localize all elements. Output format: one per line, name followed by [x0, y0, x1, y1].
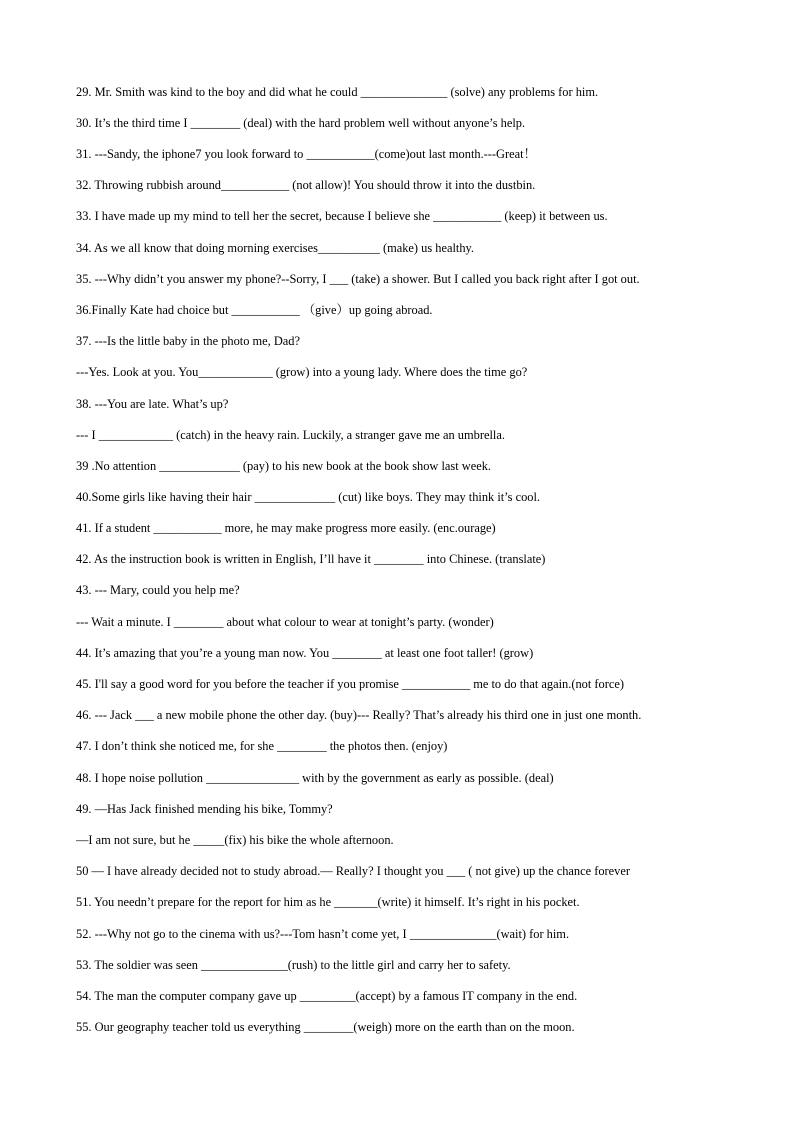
question-48: 48. I hope noise pollution _______________ with by the government as early as possible. (deal) [76, 771, 554, 785]
question-43-reply: --- Wait a minute. I ________ about what colour to wear at tonight’s party. (wonder) [76, 615, 494, 629]
question-39: 39 .No attention _____________ (pay) to his new book at the book show last week. [76, 459, 492, 473]
question-34: 34. As we all know that doing morning exercises__________ (make) us healthy. [76, 241, 475, 255]
question-53: 53. The soldier was seen ______________(rush) to the little girl and carry her to safety. [76, 958, 511, 972]
question-55: 55. Our geography teacher told us everything ________(weigh) more on the earth than on the moon. [76, 1020, 575, 1034]
question-32: 32. Throwing rubbish around___________ (not allow)! You should throw it into the dustbin. [76, 178, 536, 192]
question-50: 50 — I have already decided not to study abroad.— Really? I thought you ___ ( not give) up the chance forever [76, 864, 630, 878]
question-54: 54. The man the computer company gave up _________(accept) by a famous IT company in the end. [76, 989, 578, 1003]
question-41: 41. If a student ___________ more, he may make progress more easily. (enc.ourage) [76, 521, 496, 535]
question-42: 42. As the instruction book is written in English, I’ll have it ________ into Chinese. (translate) [76, 552, 546, 566]
question-35: 35. ---Why didn’t you answer my phone?--Sorry, I ___ (take) a shower. But I called you back right after I got out. [76, 272, 640, 286]
question-29: 29. Mr. Smith was kind to the boy and did what he could ______________ (solve) any problems for him. [76, 85, 599, 99]
question-40: 40.Some girls like having their hair _____________ (cut) like boys. They may think it’s cool. [76, 490, 541, 504]
question-30: 30. It’s the third time I ________ (deal) with the hard problem well without anyone’s help. [76, 116, 526, 130]
question-37: 37. ---Is the little baby in the photo me, Dad? [76, 334, 301, 348]
question-49-reply: —I am not sure, but he _____(fix) his bike the whole afternoon. [76, 833, 394, 847]
question-36: 36.Finally Kate had choice but ___________ （give）up going abroad. [76, 303, 433, 317]
question-33: 33. I have made up my mind to tell her the secret, because I believe she ___________ (keep) it between us. [76, 209, 608, 223]
question-43: 43. --- Mary, could you help me? [76, 583, 240, 597]
question-45: 45. I'll say a good word for you before the teacher if you promise ___________ me to do that again.(not force) [76, 677, 624, 691]
question-31: 31. ---Sandy, the iphone7 you look forward to ___________(come)out last month.---Great！ [76, 147, 536, 161]
question-47: 47. I don’t think she noticed me, for she ________ the photos then. (enjoy) [76, 739, 448, 753]
question-38: 38. ---You are late. What’s up? [76, 397, 229, 411]
question-44: 44. It’s amazing that you’re a young man now. You ________ at least one foot taller! (grow) [76, 646, 534, 660]
question-38-reply: --- I ____________ (catch) in the heavy rain. Luckily, a stranger gave me an umbrella. [76, 428, 505, 442]
question-46: 46. --- Jack ___ a new mobile phone the other day. (buy)--- Really? That’s already his third one in just one month. [76, 708, 642, 722]
question-52: 52. ---Why not go to the cinema with us?---Tom hasn’t come yet, I ______________(wait) for him. [76, 927, 570, 941]
question-37-reply: ---Yes. Look at you. You____________ (grow) into a young lady. Where does the time go? [76, 365, 528, 379]
question-51: 51. You needn’t prepare for the report for him as he _______(write) it himself. It’s right in his pocket. [76, 895, 580, 909]
question-49: 49. —Has Jack finished mending his bike, Tommy? [76, 802, 333, 816]
